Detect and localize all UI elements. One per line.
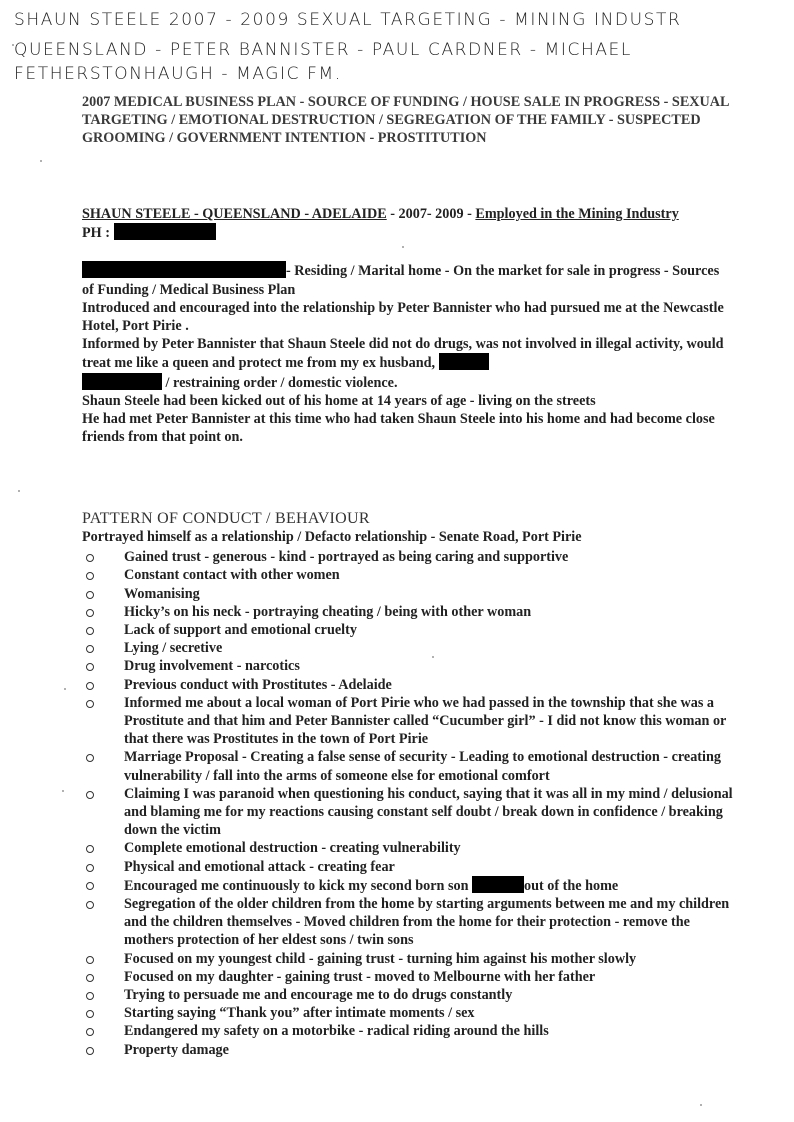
list-item-text: Previous conduct with Prostitutes - Adelaide [124,676,392,693]
list-item-text-end: out of the home [524,877,619,894]
bullet-icon [86,645,94,653]
pattern-subtitle: Portrayed himself as a relationship / Defacto relationship - Senate Road, Port Pirie [82,529,582,545]
intro-paragraph-1: Introduced and encouraged into the relationship by Peter Bannister who had pursued me at the Newcastle Hotel, Port Pirie . [82,299,724,335]
list-item-text: Physical and emotional attack - creating fear [124,858,395,875]
scan-speck [12,44,14,46]
residing-line [82,261,732,298]
list-item-text: Constant contact with other women [124,567,340,584]
list-item [82,657,742,675]
list-item [82,639,742,657]
list-item [82,621,742,639]
scan-speck [402,246,404,248]
bullet-icon [86,1010,94,1018]
list-item [82,566,742,584]
list-item [82,1022,742,1040]
handwritten-note-line-3: FETHERSTONHAUGH - MAGIC FM. [14,64,342,84]
scan-speck [432,656,434,658]
intro-title-employment: Employed in the Mining Industry [475,206,679,222]
list-item [82,876,742,895]
list-item-text: Marriage Proposal - Creating a false sense of security - Leading to emotional destruction - creating vulnerability / fall into the arms of someone else for emotional comfort [124,749,721,784]
intro-paragraph-2-text: Informed by Peter Bannister that Shaun Steele did not do drugs, was not involved in illegal activity, would treat me like a queen and protect me from my ex husband, [82,336,724,372]
intro-title-name: SHAUN STEELE - QUEENSLAND - ADELAIDE [82,206,387,222]
list-item [82,548,742,566]
bullet-icon [86,882,94,890]
conduct-list [82,548,742,1059]
list-item-text: Lack of support and emotional cruelty [124,622,357,639]
handwritten-note-line-2: QUEENSLAND - PETER BANNISTER - PAUL CARDNER - MICHAEL [14,40,632,60]
bullet-icon [86,845,94,853]
bullet-icon [86,992,94,1000]
list-item-text: Property damage [124,1041,229,1058]
bullet-icon [86,754,94,762]
bullet-icon [86,791,94,799]
list-item [82,858,742,876]
intro-paragraph-2-end: / restraining order / domestic violence. [165,374,398,391]
list-item [82,895,742,950]
redaction-box [114,223,216,240]
handwritten-note-line-1: SHAUN STEELE 2007 - 2009 SEXUAL TARGETING - MINING INDUSTR [14,10,682,30]
bullet-icon [86,901,94,909]
list-item-text: Drug involvement - narcotics [124,658,300,675]
list-item-text: Complete emotional destruction - creating vulnerability [124,840,461,857]
list-item-text: Informed me about a local woman of Port Pirie who we had passed in the township that she was a Prostitute and that him and Peter Bannister called “Cucumber girl” - I did not know this woman or that there was Prostitutes in the town of Port Pirie [124,694,727,748]
bullet-icon [86,1047,94,1055]
list-item [82,785,742,840]
list-item-text: Gained trust - generous - kind - portrayed as being caring and supportive [124,549,569,566]
bullet-icon [86,700,94,708]
residing-text: - Residing / Marital home - On the market for sale in progress - Sources of Funding / Medical Business Plan [82,263,720,298]
intro-section [82,205,732,446]
list-item-text: Trying to persuade me and encourage me to do drugs constantly [124,987,513,1004]
list-item [82,603,742,621]
list-item-text: Claiming I was paranoid when questioning his conduct, saying that it was all in my mind / delusional and blaming me for my reactions causing constant self doubt / break down in confidence / breaking down the victim [124,785,733,839]
bullet-icon [86,663,94,671]
list-item [82,1004,742,1022]
scan-speck [64,688,66,690]
list-item [82,585,742,603]
list-item [82,1041,742,1059]
bullet-icon [86,864,94,872]
list-item-text: Womanising [124,585,200,602]
list-item-text: Focused on my youngest child - gaining trust - turning him against his mother slowly [124,950,637,967]
scan-speck [40,160,42,162]
scan-speck [700,1104,702,1106]
phone-line [82,223,732,242]
list-item [82,694,742,749]
intro-paragraph-2 [82,335,732,392]
pattern-section [82,528,742,1059]
list-item-text: Lying / secretive [124,640,223,657]
list-item-text: Hicky’s on his neck - portraying cheating / being with other woman [124,603,532,620]
list-item-text: Encouraged me continuously to kick my second born son [124,877,469,894]
list-item [82,676,742,694]
list-item-text: Focused on my daughter - gaining trust - moved to Melbourne with her father [124,968,596,985]
list-item [82,986,742,1004]
list-item-text: Segregation of the older children from the home by starting arguments between me and my children and the children themselves - Moved children from the home for their protection - remove the mothers protection of her eldest sons / twin sons [124,896,730,949]
redaction-box [82,373,162,390]
list-item [82,748,742,784]
phone-label: PH : [82,225,110,242]
bullet-icon [86,591,94,599]
bullet-icon [86,609,94,617]
bullet-icon [86,572,94,580]
redaction-box [439,353,489,370]
pattern-section-title: PATTERN OF CONDUCT / BEHAVIOUR [82,510,370,527]
list-item-text: Starting saying “Thank you” after intimate moments / sex [124,1005,475,1022]
scan-speck [62,790,64,792]
list-item [82,968,742,986]
intro-paragraph-4: He had met Peter Bannister at this time who had taken Shaun Steele into his home and had become close friends from that point on. [82,411,715,446]
bullet-icon [86,554,94,562]
scan-speck [18,490,20,492]
bullet-icon [86,974,94,982]
list-item-text: Endangered my safety on a motorbike - radical riding around the hills [124,1023,549,1040]
document-heading: 2007 MEDICAL BUSINESS PLAN - SOURCE OF FUNDING / HOUSE SALE IN PROGRESS - SEXUAL TARGETING / EMOTIONAL DESTRUCTION / SEGREGATION OF THE FAMILY - SUSPECTED GROOMING / GOVERNMENT INTENTION - PROSTITUTION [82,94,729,147]
intro-title [82,205,732,223]
list-item [82,950,742,968]
intro-paragraph-3: Shaun Steele had been kicked out of his home at 14 years of age - living on the streets [82,392,596,409]
bullet-icon [86,956,94,964]
bullet-icon [86,682,94,690]
redaction-box [472,876,524,893]
bullet-icon [86,627,94,635]
bullet-icon [86,1028,94,1036]
list-item [82,839,742,857]
intro-title-years: - 2007- 2009 - [386,206,476,222]
redaction-box [82,261,286,278]
